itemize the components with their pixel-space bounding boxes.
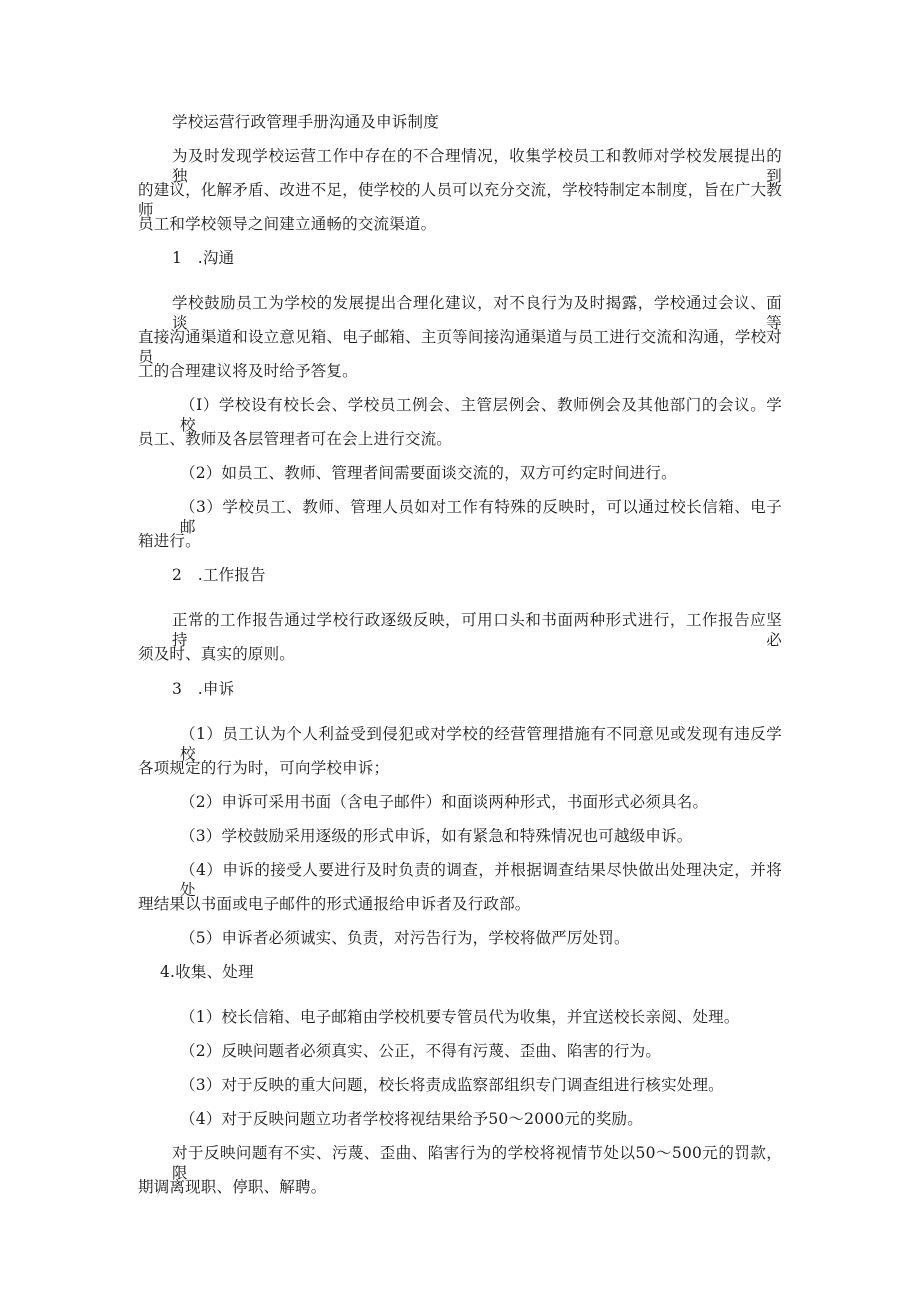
- section-heading-appeal: 3 .申诉: [172, 680, 235, 698]
- communication-item-2: （2）如员工、教师、管理者间需要面谈交流的，双方可约定时间进行。: [180, 464, 677, 482]
- document-title: 学校运营行政管理手册沟通及申诉制度: [172, 113, 439, 131]
- communication-item-1-line-1: （I）学校设有校长会、学校员工例会、主管层例会、教师例会及其他部门的会议。学校: [180, 396, 782, 434]
- appeal-item-1-line-2: 各项规定的行为时，可向学校申诉；: [138, 759, 390, 777]
- closing-line-1: 对于反映问题有不实、污蔑、歪曲、陷害行为的学校将视情节处以50～500元的罚款，限: [172, 1144, 782, 1182]
- appeal-item-2: （2）申诉可采用书面（含电子邮件）和面谈两种形式，书面形式必须具名。: [180, 793, 709, 811]
- intro-line-3: 员工和学校领导之间建立通畅的交流渠道。: [138, 215, 437, 233]
- intro-line-1: 为及时发现学校运营工作中存在的不合理情况，收集学校员工和教师对学校发展提出的独到: [172, 147, 782, 185]
- communication-body-line-3: 工的合理建议将及时给予答复。: [138, 362, 358, 380]
- intro-line-2: 的建议，化解矛盾、改进不足，使学校的人员可以充分交流，学校特制定本制度，旨在广大教师: [138, 181, 782, 219]
- communication-body-line-2: 直接沟通渠道和设立意见箱、电子邮箱、主页等间接沟通渠道与员工进行交流和沟通，学校对员: [138, 328, 782, 366]
- work-report-body-line-2: 须及时、真实的原则。: [138, 645, 296, 663]
- appeal-item-1-line-1: （1）员工认为个人利益受到侵犯或对学校的经营管理措施有不同意见或发现有违反学校: [180, 725, 782, 763]
- communication-item-3-line-1: （3）学校员工、教师、管理人员如对工作有特殊的反映时，可以通过校长信箱、电子邮: [180, 498, 782, 536]
- section-heading-collection: 4.收集、处理: [160, 963, 254, 981]
- collection-item-3: （3）对于反映的重大问题，校长将责成监察部组织专门调查组进行核实处理。: [180, 1076, 724, 1094]
- appeal-item-5: （5）申诉者必须诚实、负责，对污告行为，学校将做严厉处罚。: [180, 929, 630, 947]
- communication-item-1-line-2: 员工、教师及各层管理者可在会上进行交流。: [138, 430, 453, 448]
- section-heading-work-report: 2 .工作报告: [172, 566, 266, 584]
- collection-item-4: （4）对于反映问题立功者学校将视结果给予50～2000元的奖励。: [180, 1110, 643, 1128]
- appeal-item-3: （3）学校鼓励采用逐级的形式申诉，如有紧急和特殊情况也可越级申诉。: [180, 827, 693, 845]
- appeal-item-4-line-2: 理结果以书面或电子邮件的形式通报给申诉者及行政部。: [138, 895, 531, 913]
- collection-item-2: （2）反映问题者必须真实、公正，不得有污蔑、歪曲、陷害的行为。: [180, 1042, 662, 1060]
- closing-line-2: 期调离现职、停职、解聘。: [138, 1178, 327, 1196]
- section-heading-communication: 1 .沟通: [172, 249, 235, 267]
- collection-item-1: （1）校长信箱、电子邮箱由学校机要专管员代为收集，并宜送校长亲阅、处理。: [180, 1008, 740, 1026]
- communication-body-line-1: 学校鼓励员工为学校的发展提出合理化建议，对不良行为及时揭露，学校通过会议、面谈等: [172, 294, 782, 332]
- appeal-item-4-line-1: （4）申诉的接受人要进行及时负责的调查，并根据调查结果尽快做出处理决定，并将处: [180, 861, 782, 899]
- work-report-body-line-1: 正常的工作报告通过学校行政逐级反映，可用口头和书面两种形式进行，工作报告应坚持必: [172, 611, 782, 649]
- communication-item-3-line-2: 箱进行。: [138, 532, 201, 550]
